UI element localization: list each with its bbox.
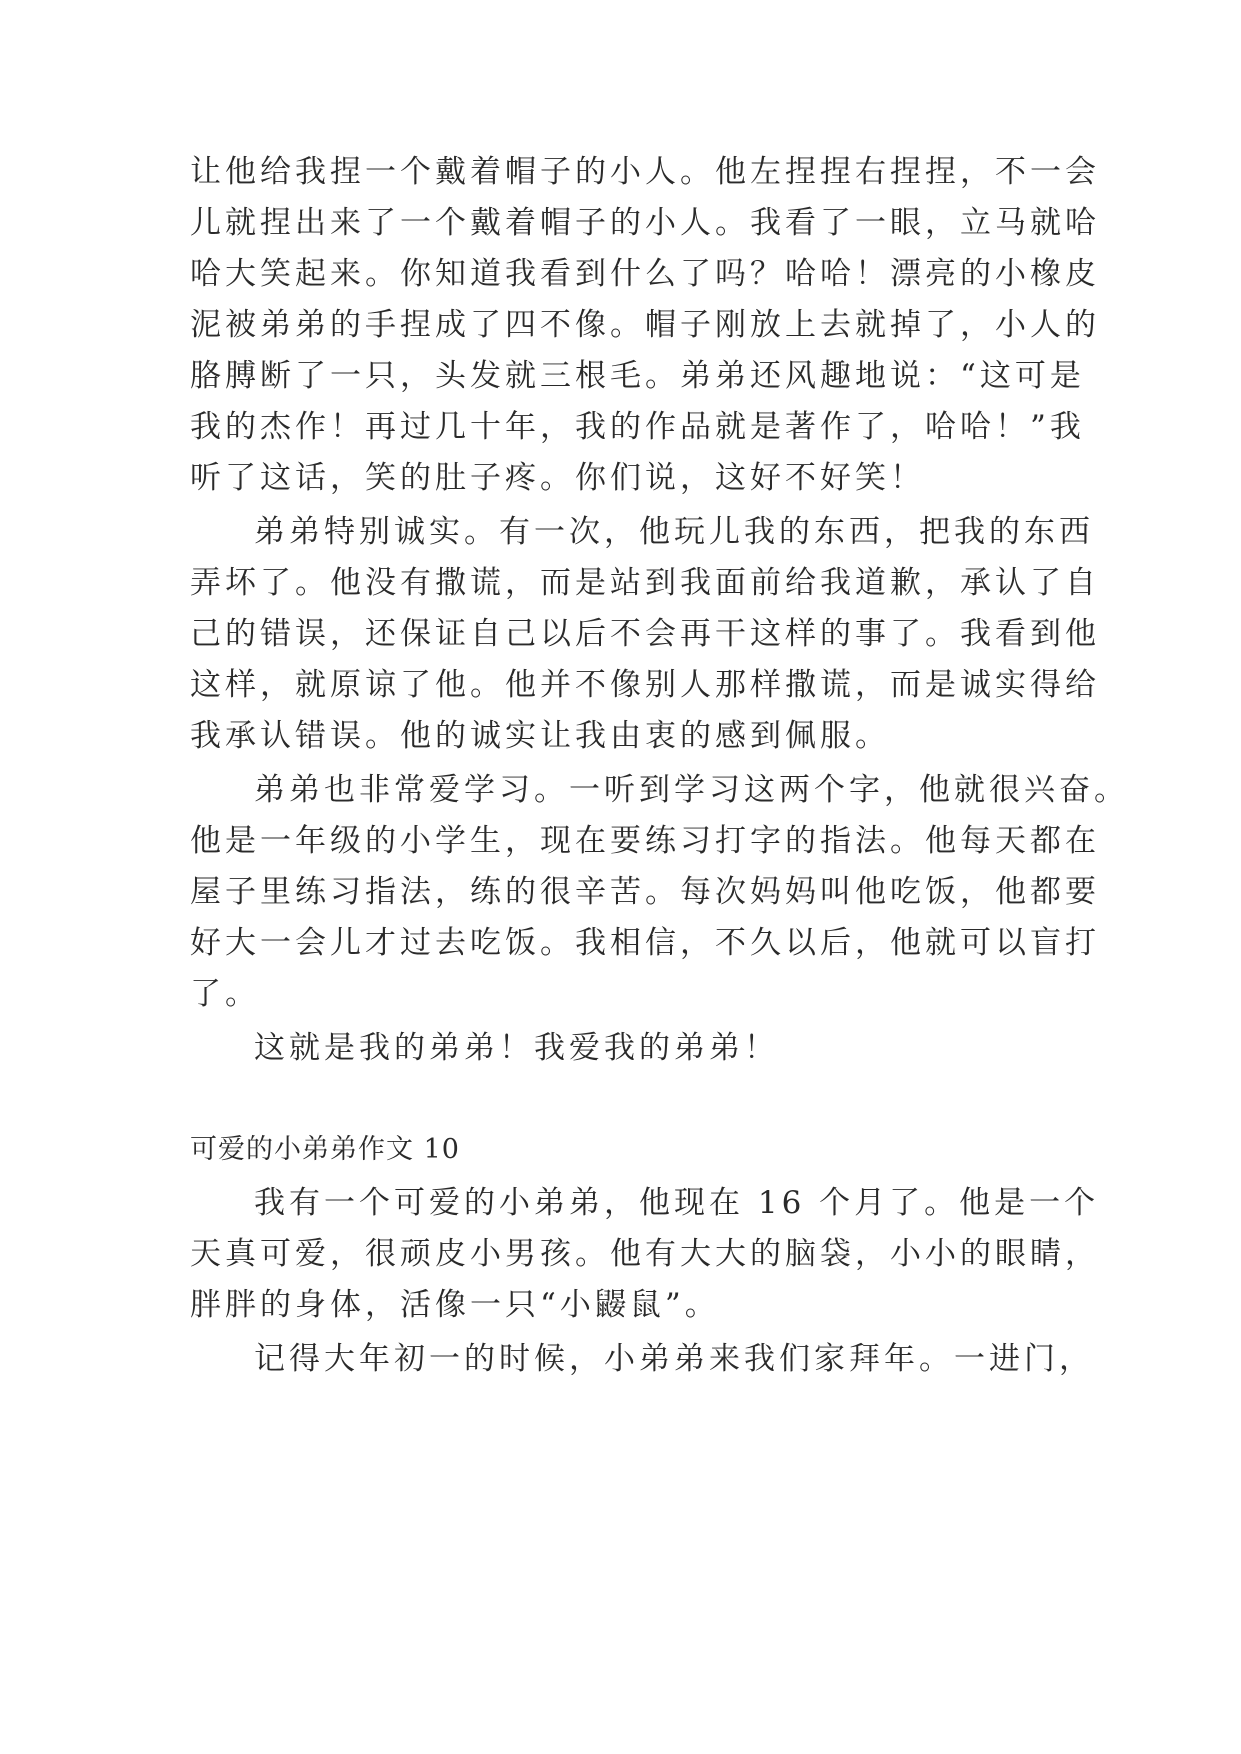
paragraph-first-line: 弟弟也非常爱学习。一听到学习这两个字，他就很兴奋。 (254, 772, 1129, 808)
text-line: 了。 (190, 976, 260, 1012)
text-line: 胖胖的身体，活像一只“小鼹鼠”。 (190, 1287, 720, 1323)
paragraph-first-line: 弟弟特别诚实。有一次，他玩儿我的东西，把我的东西 (254, 514, 1094, 550)
text-line: 好大一会儿才过去吃饭。我相信，不久以后，他就可以盲打 (190, 925, 1100, 961)
text-line: 听了这话，笑的肚子疼。你们说，这好不好笑！ (190, 460, 925, 496)
paragraph-first-line: 我有一个可爱的小弟弟，他现在 16 个月了。他是一个 (254, 1185, 1100, 1221)
text-line: 泥被弟弟的手捏成了四不像。帽子刚放上去就掉了，小人的 (190, 307, 1100, 343)
paragraph-first-line: 记得大年初一的时候，小弟弟来我们家拜年。一进门， (254, 1341, 1094, 1377)
text-line: 我承认错误。他的诚实让我由衷的感到佩服。 (190, 718, 890, 754)
essay-title: 可爱的小弟弟作文 10 (190, 1134, 460, 1165)
text-line: 天真可爱，很顽皮小男孩。他有大大的脑袋，小小的眼睛， (190, 1236, 1100, 1272)
paragraph-first-line: 这就是我的弟弟！我爱我的弟弟！ (254, 1030, 779, 1066)
text-line: 他是一年级的小学生，现在要练习打字的指法。他每天都在 (190, 823, 1100, 859)
text-line: 胳膊断了一只，头发就三根毛。弟弟还风趣地说：“这可是 (190, 358, 1085, 394)
text-line: 己的错误，还保证自己以后不会再干这样的事了。我看到他 (190, 616, 1100, 652)
text-line: 儿就捏出来了一个戴着帽子的小人。我看了一眼，立马就哈 (190, 205, 1100, 241)
text-line: 这样，就原谅了他。他并不像别人那样撒谎，而是诚实得给 (190, 667, 1100, 703)
text-line: 我的杰作！再过几十年，我的作品就是著作了，哈哈！”我 (190, 409, 1085, 445)
text-line: 让他给我捏一个戴着帽子的小人。他左捏捏右捏捏，不一会 (190, 154, 1100, 190)
text-line: 屋子里练习指法，练的很辛苦。每次妈妈叫他吃饭，他都要 (190, 874, 1100, 910)
text-line: 弄坏了。他没有撒谎，而是站到我面前给我道歉，承认了自 (190, 565, 1100, 601)
text-line: 哈大笑起来。你知道我看到什么了吗？哈哈！漂亮的小橡皮 (190, 256, 1100, 292)
